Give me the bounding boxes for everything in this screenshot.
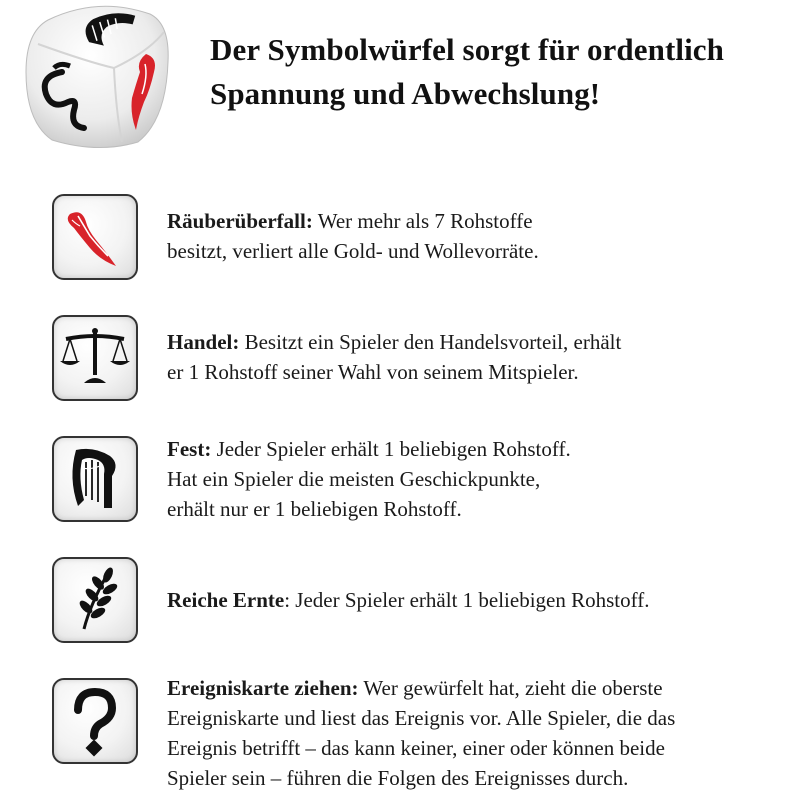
entry-feast-line-3: erhält nur er 1 beliebigen Rohstoff.	[167, 497, 462, 521]
entry-event-card-line-3: Ereignis betrifft – das kann keiner, einer oder können beide	[167, 736, 665, 760]
entry-robbery-line-2: besitzt, verliert alle Gold- und Wollevorräte.	[167, 239, 539, 263]
entry-event-card-line-4: Spieler sein – führen die Folgen des Ereignisses durch.	[167, 766, 629, 790]
harp-icon	[54, 438, 136, 520]
entry-trade-line-2: er 1 Rohstoff seiner Wahl von seinem Mitspieler.	[167, 360, 579, 384]
entry-robbery-text	[167, 206, 797, 266]
entry-harvest-term: Reiche Ernte	[167, 588, 285, 612]
entry-event-card-line-1: Wer gewürfelt hat, zieht die oberste	[358, 676, 663, 700]
scales-icon	[54, 317, 136, 399]
red-flame-icon	[54, 196, 136, 278]
entry-event-card-term: Ereigniskarte ziehen:	[167, 676, 359, 700]
dice-face-feast	[52, 436, 138, 522]
dice-face-harvest	[52, 557, 138, 643]
symbol-dice-image	[18, 2, 178, 152]
entry-harvest-text	[167, 585, 797, 615]
dice-face-event	[52, 678, 138, 764]
entry-feast-line-2: Hat ein Spieler die meisten Geschickpunkte,	[167, 467, 541, 491]
dice-face-trade	[52, 315, 138, 401]
title-line-2: Spannung und Abwechslung!	[210, 76, 601, 111]
question-mark-icon	[54, 680, 136, 762]
entry-feast-text	[167, 434, 797, 524]
wheat-icon	[54, 559, 136, 641]
entry-event-card-line-2: Ereigniskarte und liest das Ereignis vor. Alle Spieler, die das	[167, 706, 676, 730]
entry-robbery-line-1: Wer mehr als 7 Rohstoffe	[312, 209, 533, 233]
dice-face-robbery	[52, 194, 138, 280]
entry-trade-text	[167, 327, 797, 387]
entry-feast-line-1: Jeder Spieler erhält 1 beliebigen Rohstoff.	[211, 437, 571, 461]
entry-robbery-term: Räuberüberfall:	[167, 209, 313, 233]
entry-feast-term: Fest:	[167, 437, 212, 461]
page-title	[210, 28, 790, 116]
entry-trade-term: Handel:	[167, 330, 240, 354]
entry-harvest-line-1: : Jeder Spieler erhält 1 beliebigen Rohstoff.	[284, 588, 650, 612]
entry-event-card-text	[167, 673, 797, 793]
entry-trade-line-1: Besitzt ein Spieler den Handelsvorteil, erhält	[239, 330, 622, 354]
title-line-1: Der Symbolwürfel sorgt für ordentlich	[210, 32, 725, 67]
